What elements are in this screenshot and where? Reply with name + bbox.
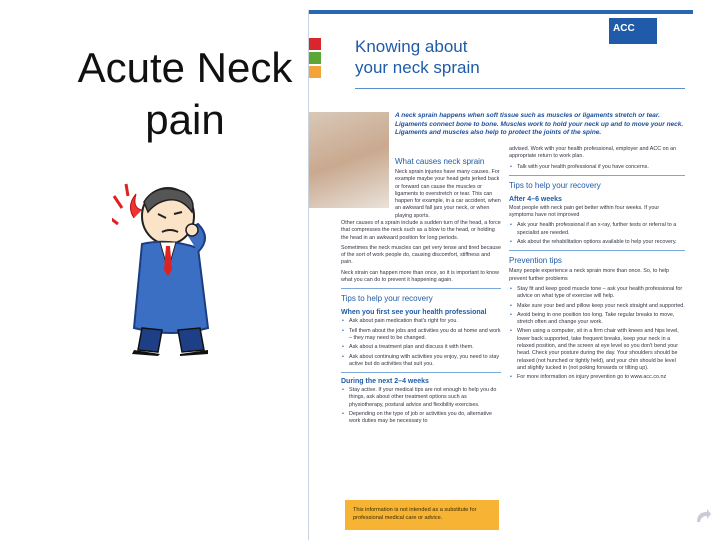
causes-paragraph: Sometimes the neck muscles can get very tense and tired because of the sort of work people do, causing discomfort, stiffness and pain. <box>341 244 502 266</box>
list-item: • Ask about continuing with activities you enjoy, you need to stay active but do activities that suit you. <box>341 354 501 369</box>
section-rule <box>341 288 501 289</box>
intro-text: A neck sprain happens when soft tissue such as muscles or ligaments stretch or tear. Ligaments connect bone to bone. Muscles work to hold your neck up and to move your neck. Ligaments and muscles also help to protect the joints of the spine. <box>395 112 684 136</box>
leaflet-heading-line2: your neck sprain <box>355 58 480 77</box>
slide-title: Acute Neck pain <box>77 44 293 143</box>
section-rule <box>341 372 501 373</box>
list-item: • Talk with your health professional if you have concerns. <box>509 164 685 171</box>
right-column <box>509 146 685 384</box>
left-column <box>395 152 503 223</box>
prevention-paragraph: Many people experience a neck sprain more than once. So, to help prevent further problems <box>509 268 670 282</box>
acc-logo <box>609 18 657 44</box>
section-rule <box>509 175 685 176</box>
left-column-lower <box>341 220 501 428</box>
list-item: • Ask your health professional if an x-ray, further tests or referral to a specialist are needed. <box>509 222 685 237</box>
causes-paragraph: Neck strain can happen more than once, so it is important to know what you can do to prevent it happening again. <box>341 269 499 284</box>
woman-holding-neck-photo <box>309 112 389 208</box>
list-item: • Avoid being in one position too long. Take regular breaks to move, stretch often and change your work. <box>509 312 685 327</box>
leaflet-top-bar <box>309 10 693 14</box>
heading-rule <box>355 88 685 89</box>
leaflet-page <box>308 10 693 540</box>
list-item: • Make sure your bed and pillow keep your neck straight and supported. <box>509 303 685 310</box>
prevention-heading: Prevention tips <box>509 256 562 266</box>
list-item: • Ask about the rehabilitation options available to help your recovery. <box>509 239 685 246</box>
tips-heading: Tips to help your recovery <box>341 294 433 304</box>
list-item: • Tell them about the jobs and activities you do at home and work – they may need to be changed. <box>341 328 501 343</box>
next-weeks-heading: During the next 2–4 weeks <box>341 378 429 386</box>
list-item: • Ask about a treatment plan and discuss it with them. <box>341 344 501 351</box>
first-see-heading: When you first see your health professional <box>341 309 487 317</box>
list-item: • For more information on injury prevention go to www.acc.co.nz <box>509 374 685 381</box>
section-rule <box>509 250 685 251</box>
causes-paragraph: Other causes of a sprain include a sudden turn of the head, a force that compresses the neck such as a blow to the head, or holding the head in an awkward position for long periods. <box>341 220 501 241</box>
list-item: • Depending on the type of job or activities you do, alternative work duties may be necessary to <box>341 411 501 426</box>
curl-arrow-icon <box>694 508 712 526</box>
leaflet-heading-line1: Knowing about <box>355 37 468 56</box>
causes-paragraph: Neck sprain injuries have many causes. For example maybe your head gets jerked back or forward can cause the muscles or ligaments to overstretch or tear. This can happen for example, in a car accident, when an awkward fall jars your neck, or when playing sports. <box>395 169 501 219</box>
after-weeks-paragraph: Most people with neck pain get better within four weeks. If your symptoms have not improved <box>509 204 660 219</box>
after-weeks-heading: After 4–6 weeks <box>509 195 562 203</box>
causes-heading: What causes neck sprain <box>395 157 485 166</box>
logo-text: ACC <box>613 23 635 34</box>
list-item: • Ask about pain medication that's right for you. <box>341 318 501 325</box>
list-item: • Stay fit and keep good muscle tone – ask your health professional for advice on what type of exercise will help. <box>509 286 685 301</box>
neck-pain-cartoon-icon <box>112 178 230 356</box>
right-tips-heading: Tips to help your recovery <box>509 180 601 190</box>
disclaimer-box <box>345 500 499 530</box>
continued-paragraph: advised. Work with your health professional, employer and ACC on an appropriate return to work plan. <box>509 146 677 160</box>
list-item: • Stay active. If your medical tips are not enough to help you do things, ask about other treatment options such as physiotherapy, postural advice and flexibility exercises. <box>341 387 501 409</box>
list-item: • When using a computer, sit in a firm chair with knees and hips level, lower back supported, take frequent breaks, keep your neck in a relaxed position, and the screen at eye level so you don't bend your head. Check your posture during the day. Your shoulders should be relaxed (not hunched or tightly held), and your chin should be level and slightly tucked in (not poking forwards or tilting up). <box>509 328 685 372</box>
leaflet-heading <box>355 36 480 78</box>
disclaimer-text: This information is not intended as a substitute for professional medical care or advice. <box>353 507 477 521</box>
